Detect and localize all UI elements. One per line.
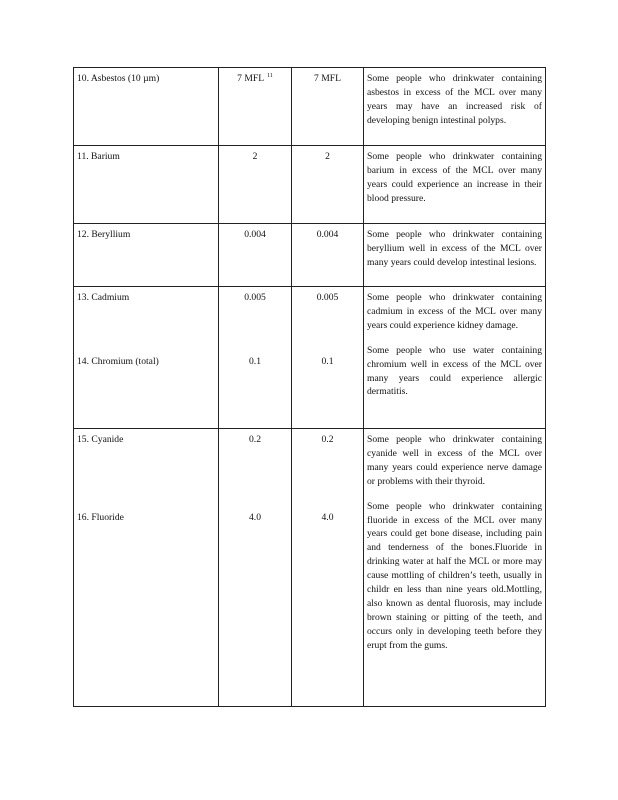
mcl-value: 7 MFL	[237, 73, 265, 84]
health-effect-text: Some people who drinkwater containing fluoride in excess of the MCL over many years could get bone disease, including pain and tenderness of the bones.Fluoride in drinking water at half the MCL or more may cause mottling of children’s teeth, usually in childr en less than nine years old.Mottling, also known as dental fluorosis, may include brown staining or pitting of the teeth, and occurs only in developing teeth before they erupt from the gums.	[367, 500, 542, 651]
health-effect-text: Some people who drinkwater containing cadmium in excess of the MCL over many years could experience kidney damage.	[367, 292, 542, 331]
health-effect-cell	[364, 224, 546, 287]
health-effect-cell	[364, 429, 546, 707]
mcl-value: 0.004	[244, 229, 266, 240]
contaminant-name: 10. Asbestos (10 µm)	[77, 73, 160, 84]
contaminant-name: 12. Beryllium	[77, 229, 131, 240]
table-row	[74, 287, 546, 429]
contaminant-name: 11. Barium	[77, 151, 120, 162]
health-effect-text: Some people who drinkwater containing asbestos in excess of the MCL over many years may have an increased risk of developing benign intestinal polyps.	[367, 73, 542, 126]
table-row	[74, 146, 546, 224]
mclg-value: 0.2	[321, 434, 334, 445]
mclg-cell	[292, 287, 364, 429]
mcl-cell	[219, 68, 292, 146]
mcl-value: 0.005	[244, 292, 266, 303]
mcl-value: 0.1	[249, 355, 261, 367]
mcl-value: 0.2	[249, 434, 261, 445]
contaminant-name-cell	[74, 287, 219, 429]
mcl-cell	[219, 287, 292, 429]
health-effect-text: Some people who use water containing chromium well in excess of the MCL over many years could experience allergic dermatitis.	[367, 344, 542, 398]
contaminant-name: 16. Fluoride	[77, 511, 124, 523]
mcl-cell	[219, 146, 292, 224]
contaminant-name-cell	[74, 429, 219, 707]
contaminant-name-cell	[74, 68, 219, 146]
mclg-value: 2	[325, 151, 330, 162]
mclg-cell	[292, 224, 364, 287]
mclg-cell	[292, 146, 364, 224]
health-effect-text: Some people who drinkwater containing beryllium well in excess of the MCL over many years could develop intestinal lesions.	[367, 229, 542, 268]
table-row	[74, 429, 546, 707]
mclg-value: 0.004	[316, 229, 339, 240]
health-effect-cell	[364, 287, 546, 429]
table-row	[74, 224, 546, 287]
contaminant-name: 15. Cyanide	[77, 434, 124, 445]
contaminant-name-cell	[74, 146, 219, 224]
mclg-value: 7 MFL	[314, 73, 341, 84]
contaminant-table	[73, 67, 546, 707]
health-effect-text: Some people who drinkwater containing barium in excess of the MCL over many years could experience an increase in their blood pressure.	[367, 151, 542, 204]
contaminant-name-cell	[74, 224, 219, 287]
health-effect-cell	[364, 146, 546, 224]
footnote-marker: 11	[267, 72, 273, 79]
mcl-value: 4.0	[249, 511, 261, 523]
table-row	[74, 68, 546, 146]
mclg-value: 0.1	[321, 355, 334, 367]
health-effect-cell	[364, 68, 546, 146]
mcl-cell	[219, 429, 292, 707]
mclg-value: 4.0	[321, 511, 334, 523]
health-effect-text: Some people who drinkwater containing cyanide well in excess of the MCL over many years could experience nerve damage or problems with their thyroid.	[367, 434, 542, 487]
contaminant-name: 13. Cadmium	[77, 292, 130, 303]
mcl-cell	[219, 224, 292, 287]
mclg-value: 0.005	[316, 292, 339, 303]
contaminant-name: 14. Chromium (total)	[77, 355, 159, 367]
mclg-cell	[292, 429, 364, 707]
mclg-cell	[292, 68, 364, 146]
mcl-value: 2	[252, 151, 258, 162]
